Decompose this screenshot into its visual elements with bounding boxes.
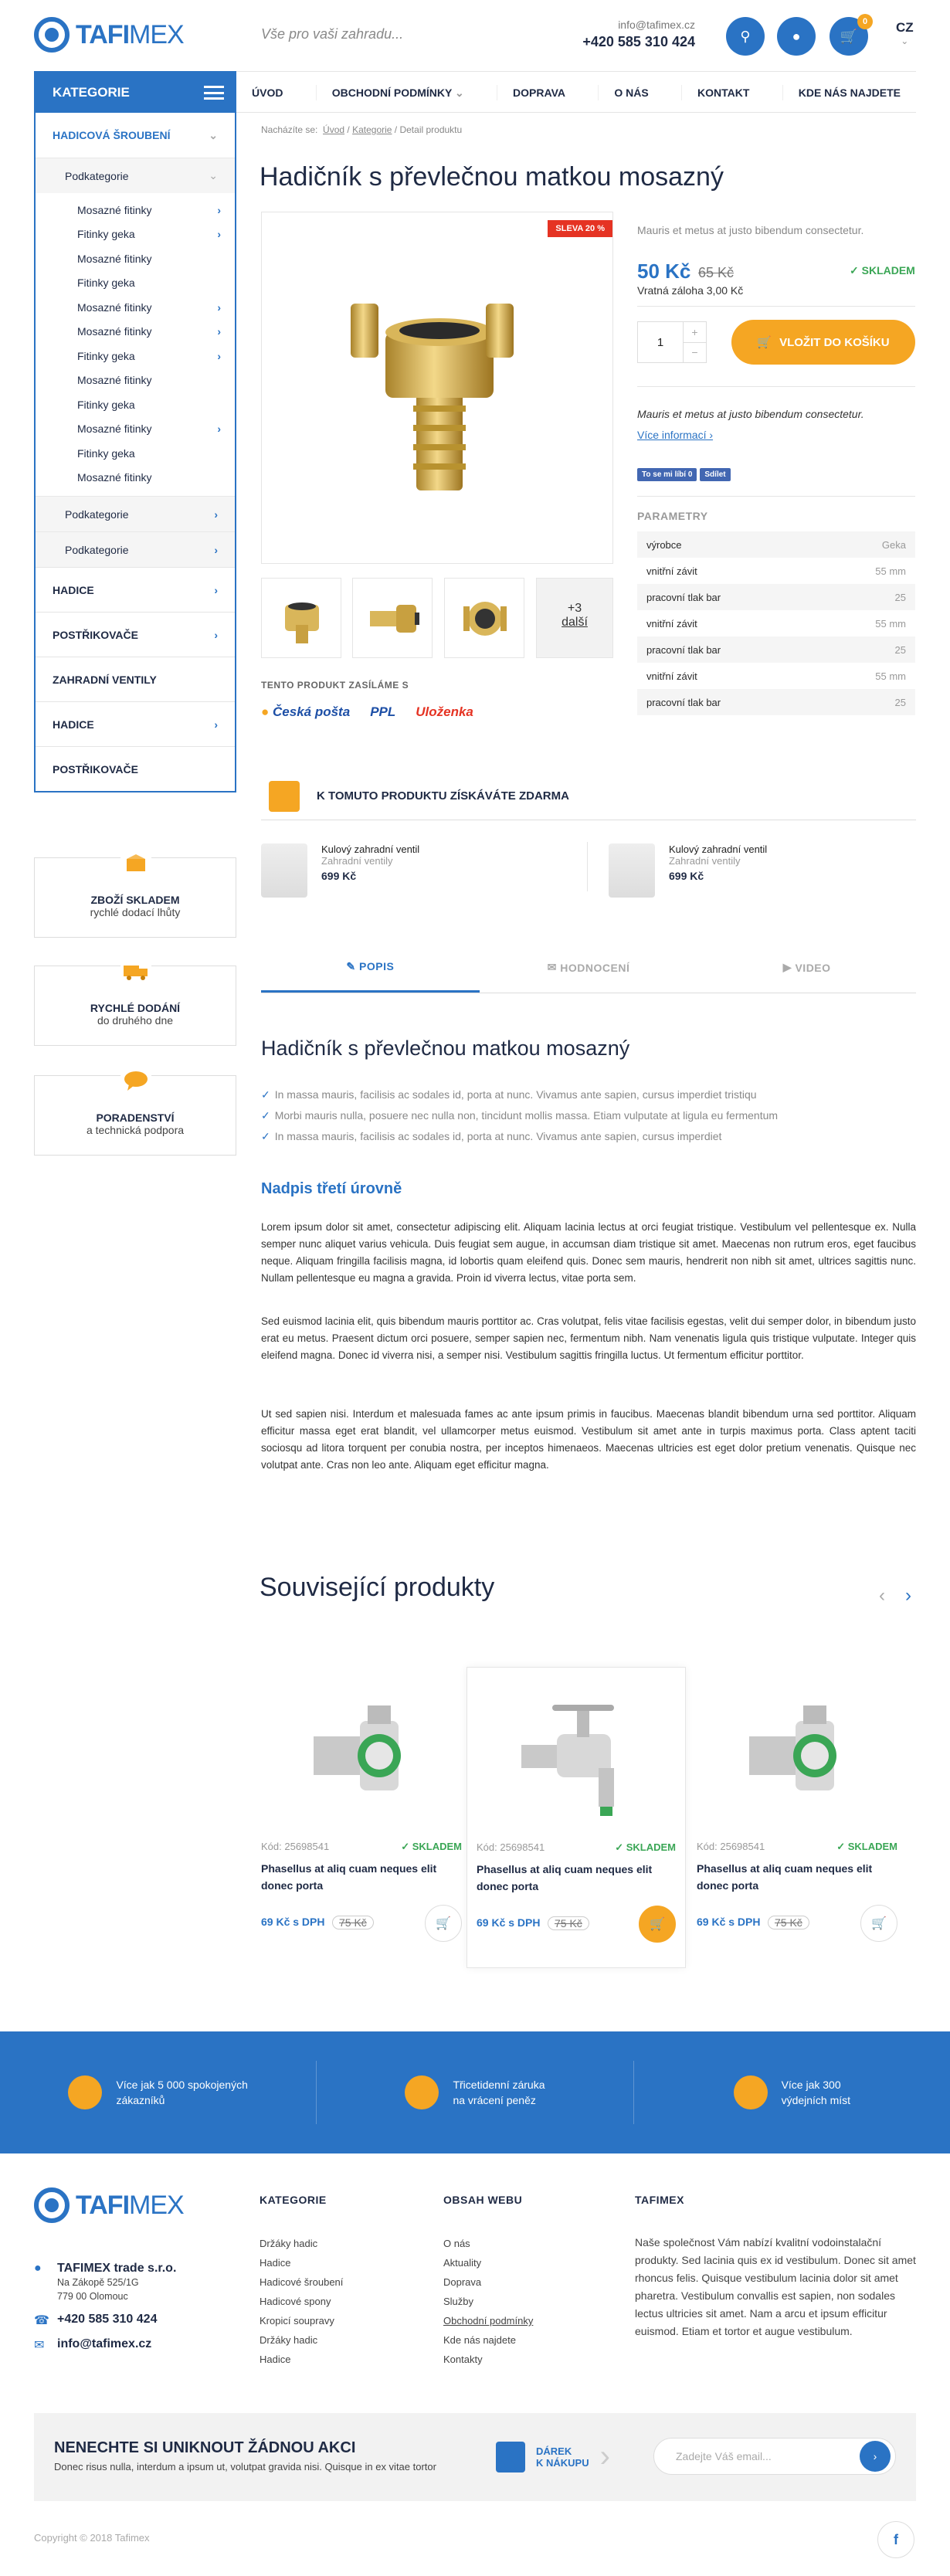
users-icon (68, 2075, 102, 2109)
award-icon (405, 2075, 439, 2109)
more-info-link[interactable]: Více informací › (637, 429, 714, 441)
chevron-right-icon: › (599, 2439, 610, 2473)
more-images-button[interactable]: +3 další (536, 578, 613, 658)
old-price: 65 Kč (698, 265, 735, 280)
stock-status: ✓ SKLADEM (401, 1841, 462, 1852)
carriers (261, 704, 473, 720)
sidebar-header[interactable]: KATEGORIE (36, 73, 235, 113)
content-heading: Hadičník s převlečnou matkou mosazný (261, 1037, 630, 1060)
shipping-label: TENTO PRODUKT ZASÍLÁME S (261, 680, 409, 691)
map-pin-icon (734, 2075, 768, 2109)
thumbnail-image (445, 579, 525, 659)
carrier-ceska-posta: ● Česká pošta (261, 704, 351, 719)
gift-product-image (609, 843, 655, 898)
add-to-cart-button[interactable] (425, 1905, 462, 1942)
paragraph: Lorem ipsum dolor sit amet, consectetur adipiscing elit. Aliquam lacinia lectus at orci feugiat tristique. Vestibulum vel pellentesque ex. Nulla semper nunc aliquet varius vehicula. Duis feugiat sem augue, in accumsan diam tristique sit amet. Maecenas non rutrum eros, eget faucibus neque. Aliquam fringilla facilisis magna, id lobortis quam eleifend quis. Donec sem mauris, hendrerit non nibh sit amet, ultrices sagittis nunc. Nullam pellentesque eu magna a gravida. Proin id viverra lectus, vitae porta sem. (261, 1221, 916, 1284)
sidebar-subcategory[interactable]: Podkategorie › (36, 496, 235, 531)
footer-link[interactable]: Kde nás najdete (443, 2334, 516, 2346)
footer-link[interactable]: Hadicové šroubení (260, 2276, 344, 2288)
mail-icon: ✉ (34, 2339, 45, 2352)
cart-icon: 🛒 (840, 28, 858, 44)
product-old-price: 75 Kč (768, 1916, 809, 1929)
product-price: 69 Kč s DPH (477, 1916, 541, 1929)
param-row: vnitřní závit 55 mm (646, 617, 906, 630)
logo-text: TAFIMEX (76, 2190, 184, 2220)
sidebar-item-postrikovace[interactable]: POSTŘIKOVAČE › (36, 612, 235, 657)
sidebar-leaf[interactable]: Mosazné fitinky › (77, 423, 221, 436)
logo[interactable] (34, 17, 184, 53)
chevron-right-icon: › (214, 628, 218, 641)
product-price: 69 Kč s DPH (697, 1916, 761, 1928)
benefit-customers: Více jak 5 000 spokojených zákazníků (0, 2061, 316, 2124)
thumbnail-image (262, 579, 342, 659)
param-row: pracovní tlak bar 25 (637, 636, 915, 663)
sidebar-leaf[interactable]: Mosazné fitinky › (77, 203, 221, 216)
chevron-right-icon: › (217, 300, 221, 314)
sidebar-leaf[interactable]: Mosazné fitinky (77, 252, 152, 265)
product-old-price: 75 Kč (332, 1916, 374, 1929)
chevron-down-icon: ⌄ (901, 36, 909, 46)
sidebar-leaf[interactable]: Fitinky geka › (77, 349, 221, 362)
param-row: pracovní tlak bar 25 (637, 689, 915, 715)
nav-item-obchodni-podminky[interactable]: OBCHODNÍ PODMÍNKY ⌄ (316, 85, 480, 100)
chevron-right-icon: › (214, 507, 218, 521)
sidebar-subcategory[interactable]: Podkategorie ⌄ (36, 158, 235, 193)
footer-phone[interactable]: +420 585 310 424 (57, 2313, 158, 2326)
product-card[interactable]: Kód: 25698541 ✓ SKLADEM Phasellus at aliq cuam neques elit donec porta 69 Kč s DPH 75 Kč 🛒 (467, 1667, 686, 1968)
sidebar-leaf[interactable]: Mosazné fitinky (77, 374, 152, 387)
parameters-table (637, 531, 915, 715)
gift-product-image (261, 843, 307, 898)
nav-item-kontakt[interactable]: KONTAKT (681, 85, 765, 100)
sidebar-leaf[interactable]: Fitinky geka (77, 446, 135, 460)
paragraph: Ut sed sapien nisi. Interdum et malesuada fames ac ante ipsum primis in faucibus. Maecenas blandit bibendum urna sed porttitor. Aliquam efficitur massa eget erat blandit, vel ullamcorper metus euismod. Vestibulum sit amet ante in turpis maximus porta. Class aptent taciti sociosqu ad litora torquent per conubia nostra, per inceptos himenaeos. Maecenas ultricies est eget dolor pretium venenatis. Quisque nec volutpat ante. Cras non leo ante. Aliquam eget efficitur magna. (261, 1408, 916, 1471)
chevron-right-icon: › (217, 349, 221, 362)
product-name[interactable]: Phasellus at aliq cuam neques elit donec porta (477, 1863, 653, 1892)
newsletter-gift: DÁREK K NÁKUPU › (496, 2439, 610, 2474)
footer-link[interactable]: Obchodní podmínky (443, 2315, 534, 2327)
footer-link[interactable]: Držáky hadic (260, 2238, 318, 2249)
comments-icon: ✉ (547, 961, 557, 973)
bullet-list (261, 1084, 778, 1147)
footer-address: ● TAFIMEX trade s.r.o. Na Zákopě 525/1G 779 00 Olomouc ☎ +420 585 310 424 ✉ info@tafimex.cz (34, 2262, 177, 2352)
footer-link[interactable]: Služby (443, 2296, 474, 2307)
search-button[interactable] (726, 17, 765, 56)
fitting-image (262, 212, 614, 565)
sidebar-leaf[interactable]: Mosazné fitinky › (77, 325, 221, 338)
benefit-guarantee: Třicetidenní záruka na vrácení peněz (316, 2061, 633, 2124)
chevron-right-icon: › (214, 718, 218, 731)
chevron-down-icon: ⌄ (209, 128, 218, 141)
plus-icon[interactable]: + (684, 322, 706, 343)
product-thumbnail[interactable] (261, 578, 341, 658)
related-title: Související produkty (260, 1573, 495, 1602)
product-tabs (261, 942, 916, 993)
feature-box-stock: ZBOŽÍ SKLADEM rychlé dodací lhůty (34, 857, 236, 938)
fb-share-button[interactable]: Sdílet (700, 468, 730, 481)
cart-icon: 🛒 (757, 336, 772, 349)
subheading: Nadpis třetí úrovně (261, 1180, 402, 1197)
breadcrumb: Nacházíte se: Úvod / Kategorie / Detail produktu (261, 124, 463, 135)
chevron-right-icon: › (217, 423, 221, 436)
sidebar-leaf[interactable]: Fitinky geka (77, 398, 135, 411)
list-item: ✓ In massa mauris, facilisis ac sodales id, porta at nunc. Vivamus ante sapien, cursus imperdiet (261, 1130, 722, 1142)
chat-icon (120, 1067, 151, 1095)
sidebar-item-hadice[interactable]: HADICE › (36, 701, 235, 746)
product-old-price: 75 Kč (548, 1916, 589, 1930)
page-title: Hadičník s převlečnou matkou mosazný (260, 162, 724, 192)
description-excerpt: Mauris et metus at justo bibendum consectetur. (637, 408, 864, 420)
thumbnail-image (353, 579, 433, 659)
cart-button[interactable] (830, 17, 868, 56)
product-main-image[interactable] (261, 212, 613, 564)
add-to-cart-button[interactable] (860, 1905, 897, 1942)
footer-web: OBSAH WEBU O nás Aktuality Doprava Služby Obchodní podmínky Kde nás najdete Kontakty (443, 2194, 533, 2369)
product-price: 69 Kč s DPH (261, 1916, 325, 1928)
stock-status: ✓ SKLADEM (836, 1841, 897, 1852)
footer-link[interactable]: Hadicové spony (260, 2296, 331, 2307)
arrow-left-icon[interactable]: ‹ (879, 1585, 885, 1606)
free-gift-header: K TOMUTO PRODUKTU ZÍSKÁVÁTE ZDARMA (261, 772, 916, 820)
logo-text: TAFIMEX (76, 19, 184, 49)
product-image (726, 1690, 865, 1821)
carrier-ulozenka: Uloženka (416, 704, 473, 719)
search-icon: ⚲ (740, 28, 751, 44)
quantity-stepper[interactable] (637, 321, 707, 363)
param-row: pracovní tlak bar 25 (637, 584, 915, 610)
product-image (506, 1691, 645, 1822)
logo-icon (34, 2187, 70, 2223)
breadcrumb-link[interactable]: Úvod (323, 124, 345, 135)
list-item: ✓ Morbi mauris nulla, posuere nec nulla non, tincidunt mollis massa. Etiam vulputate at ligula eu fermentum (261, 1109, 779, 1122)
check-icon: ✓ (850, 264, 859, 277)
product-thumbnail[interactable] (352, 578, 433, 658)
account-button[interactable] (777, 17, 816, 56)
sale-badge: SLEVA 20 % (548, 220, 612, 237)
product-name[interactable]: Phasellus at aliq cuam neques elit donec porta (697, 1862, 873, 1892)
quantity-value[interactable]: 1 (657, 335, 664, 349)
sidebar-item-active[interactable]: HADICOVÁ ŠROUBENÍ ⌄ (53, 128, 218, 141)
footer-about: TAFIMEX Naše společnost Vám nabízí kvalitní vodoinstalační produkty. Sed lacinia quis ex id vestibulum. Donec sit amet rhoncus felis. Quisque vestibulum lacinia dolor sit amet pharetra. Vestibulum convallis est sapien, non sodales lectus ultricies sit amet. Nam a arcu et ipsum efficitur euismod. Etiam et tortor et augue vestibulum. (635, 2194, 916, 2337)
gift-product[interactable]: Kulový zahradní ventil Zahradní ventily 699 Kč (261, 843, 419, 898)
arrow-right-icon[interactable]: › (905, 1585, 911, 1606)
footer-link[interactable]: Aktuality (443, 2257, 482, 2269)
sidebar-item-postrikovace[interactable]: POSTŘIKOVAČE (36, 746, 235, 791)
sidebar-leaf[interactable]: Fitinky geka › (77, 228, 221, 241)
feature-box-delivery: RYCHLÉ DODÁNÍ do druhého dne (34, 966, 236, 1046)
chevron-down-icon: ⌄ (454, 87, 464, 99)
param-row: výrobce Geka (637, 531, 915, 558)
logo-icon (34, 17, 70, 53)
facebook-icon[interactable]: f (877, 2521, 914, 2558)
footer-link[interactable]: Kontakty (443, 2354, 483, 2365)
minus-icon[interactable]: − (691, 346, 698, 359)
chevron-right-icon: › (217, 325, 221, 338)
product-name[interactable]: Phasellus at aliq cuam neques elit donec porta (261, 1862, 437, 1892)
cart-icon: 🛒 (436, 1917, 451, 1930)
pencil-icon: ✎ (346, 959, 356, 972)
user-icon: ● (792, 28, 801, 44)
tab-popis[interactable]: ✎ POPIS (261, 942, 480, 993)
benefits-band (0, 2031, 950, 2153)
header-email[interactable]: info@tafimex.cz (618, 19, 695, 31)
menu-icon (204, 86, 224, 100)
sidebar-item-zahradni-ventily[interactable]: ZAHRADNÍ VENTILY (36, 657, 235, 701)
footer-link[interactable]: Hadice (260, 2257, 291, 2269)
gift-icon (269, 781, 300, 812)
play-icon: ▶ (782, 961, 792, 973)
param-row: vnitřní závit 55 mm (646, 565, 906, 577)
copyright: Copyright © 2018 Tafimex (34, 2532, 150, 2544)
footer-link[interactable]: Hadice (260, 2354, 291, 2365)
tab-video[interactable]: ▶ VIDEO (782, 961, 831, 974)
footer-logo[interactable] (34, 2187, 184, 2223)
product-card[interactable]: Kód: 25698541 ✓ SKLADEM Phasellus at aliq cuam neques elit donec porta 69 Kč s DPH 75 Kč 🛒 (252, 1667, 471, 1968)
language-switcher[interactable]: CZ ⌄ (896, 20, 914, 46)
sidebar-leaf[interactable]: Mosazné fitinky › (77, 300, 221, 314)
horn-icon: ● (261, 704, 270, 719)
category-sidebar (34, 71, 236, 792)
box-icon (120, 849, 151, 877)
nav-item-uvod[interactable]: ÚVOD (252, 87, 283, 99)
parameters-title: PARAMETRY (637, 510, 708, 522)
newsletter-email-input[interactable]: Zadejte Váš email... › (653, 2438, 896, 2475)
sidebar-leaf[interactable]: Fitinky geka (77, 277, 135, 290)
footer-email[interactable]: info@tafimex.cz (57, 2337, 152, 2350)
feature-box-support: PORADENSTVÍ a technická podpora (34, 1075, 236, 1156)
benefit-pickup: Více jak 300 výdejních míst (633, 2061, 950, 2124)
cart-count-badge: 0 (857, 14, 873, 29)
newsletter: NENECHTE SI UNIKNOUT ŽÁDNOU AKCI Donec risus nulla, interdum a ipsum ut, volutpat gravida nisi. Quisque in ex vitae tortor DÁREK K NÁKUPU › Zadejte Váš email... › (34, 2413, 916, 2501)
facebook-buttons (637, 468, 731, 481)
short-description: Mauris et metus at justo bibendum consectetur. (637, 224, 864, 236)
nav-item-kde-nas-najdete[interactable]: KDE NÁS NAJDETE (782, 85, 916, 100)
tab-hodnoceni[interactable]: ✉ HODNOCENÍ (547, 961, 630, 974)
cart-icon: 🛒 (650, 1918, 665, 1931)
footer-categories: KATEGORIE Držáky hadic Hadice Hadicové šroubení Hadicové spony Kropicí soupravy Držáky hadic Hadice (260, 2194, 343, 2369)
submit-arrow-icon[interactable]: › (860, 2441, 891, 2472)
sidebar-leaf[interactable]: Mosazné fitinky (77, 471, 152, 484)
footer-link[interactable]: O nás (443, 2238, 470, 2249)
price: 50 Kč (637, 260, 691, 283)
truck-icon (120, 957, 151, 985)
gift-product[interactable]: Kulový zahradní ventil Zahradní ventily 699 Kč (609, 843, 767, 898)
nav-item-o-nas[interactable]: O NÁS (598, 85, 663, 100)
footer-link[interactable]: Kropicí soupravy (260, 2315, 334, 2327)
param-row: vnitřní závit 55 mm (646, 670, 906, 682)
chevron-right-icon: › (217, 203, 221, 216)
carrier-ppl: PPL (370, 704, 396, 719)
stock-status: ✓ SKLADEM (850, 264, 915, 277)
header-phone[interactable]: +420 585 310 424 (582, 34, 695, 49)
product-card[interactable]: Kód: 25698541 ✓ SKLADEM Phasellus at aliq cuam neques elit donec porta 69 Kč s DPH 75 Kč 🛒 (687, 1667, 907, 1968)
footer-link[interactable]: Doprava (443, 2276, 482, 2288)
add-to-cart-button[interactable] (639, 1906, 676, 1943)
product-image (290, 1690, 429, 1821)
header-contact (572, 19, 695, 50)
gift-icon (496, 2442, 525, 2472)
phone-icon: ☎ (34, 2314, 49, 2327)
chevron-down-icon: ⌄ (209, 169, 218, 182)
paragraph: Sed euismod lacinia elit, quis bibendum mauris porttitor ac. Cras volutpat, felis vitae facilisis egestas, velit dui semper dolor, in bibendum justo erat eu metus. Praesent dictum orci posuere, semper sapien nec, fermentum nibh. Nam venenatis ligula quis tristique vulputate. Integer quis eleifend magna. Donec id viverra nisi, a semper nisi. Vestibulum sagittis fringilla luctus. Ut fermentum efficitur porttitor. (261, 1315, 916, 1361)
sidebar-subcategory[interactable]: Podkategorie › (36, 531, 235, 567)
list-item: ✓ In massa mauris, facilisis ac sodales id, porta at nunc. Vivamus ante sapien, cursus imperdiet tristiqu (261, 1088, 757, 1101)
cart-icon: 🛒 (871, 1917, 887, 1930)
fb-like-button[interactable]: To se mi líbí 0 (637, 468, 697, 481)
breadcrumb-current: Detail produktu (399, 124, 463, 135)
breadcrumb-link[interactable]: Kategorie (352, 124, 392, 135)
add-to-cart-button[interactable]: 🛒 VLOŽIT DO KOŠÍKU (731, 320, 915, 365)
stock-status: ✓ SKLADEM (615, 1841, 676, 1853)
sidebar-item-hadice[interactable]: HADICE › (36, 567, 235, 612)
chevron-right-icon: › (214, 543, 218, 556)
footer-link[interactable]: Držáky hadic (260, 2334, 318, 2346)
map-pin-icon: ● (34, 2262, 42, 2275)
deposit-note: Vratná záloha 3,00 Kč (637, 284, 744, 297)
chevron-right-icon: › (217, 228, 221, 241)
product-thumbnail[interactable] (444, 578, 524, 658)
chevron-right-icon: › (214, 583, 218, 596)
search-input[interactable]: Vše pro vaši zahradu... (261, 26, 404, 42)
nav-item-doprava[interactable]: DOPRAVA (497, 85, 581, 100)
